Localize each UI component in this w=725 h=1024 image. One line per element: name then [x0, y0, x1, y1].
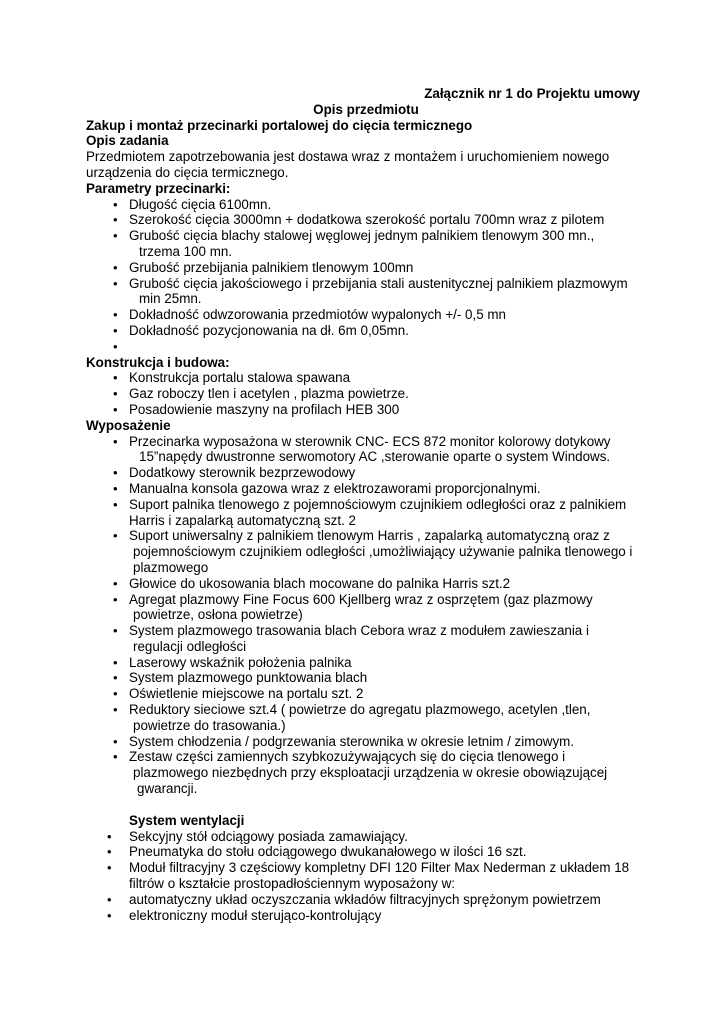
construction-list: [86, 370, 646, 417]
item-line: 15”napędy dwustronne serwomotory AC ,sterowanie oparte o system Windows.: [139, 449, 611, 465]
item-line: plazmowego niezbędnych przy eksploatacji urządzenia w okresie obowiązującej: [133, 765, 608, 781]
item-line: regulacji odległości: [133, 638, 247, 654]
item-line: Grubość cięcia jakościowego i przebijania stali austenitycznej palnikiem plazmowym: [129, 275, 628, 291]
item-line: powietrze do trasowania.): [133, 717, 286, 733]
task-heading: Opis zadania: [86, 133, 169, 149]
item-line: System chłodzenia / podgrzewania sterownika w okresie letnim / zimowym.: [129, 733, 575, 749]
item-line: Szerokość cięcia 3000mn + dodatkowa szerokość portalu 700mn wraz z pilotem: [129, 212, 605, 228]
equipment-list: [86, 434, 646, 797]
list-item: [86, 276, 646, 308]
document-page: [86, 86, 646, 923]
item-line: pojemnościowym czujnikiem odległości ,umożliwiający używanie palnika tlenowego i: [133, 544, 633, 560]
list-item: [86, 197, 646, 213]
ventilation-list: [86, 829, 646, 924]
list-item: [86, 323, 646, 339]
list-item: [86, 686, 646, 702]
item-line: gwarancji.: [137, 781, 198, 797]
item-line: Zestaw części zamiennych szybkozużywających się do cięcia tlenowego i: [129, 749, 566, 765]
item-line: Harris i zapalarką automatyczną szt. 2: [129, 512, 356, 528]
item-line: Sekcyjny stół odciągowy posiada zamawiający.: [129, 828, 408, 844]
item-line: filtrów o kształcie prostopadłościennym wyposażony w:: [129, 876, 455, 892]
item-line: Suport uniwersalny z palnikiem tlenowym Harris , zapalarką automatyczną oraz z: [129, 528, 610, 544]
item-line: elektroniczny moduł sterująco-kontrolujący: [129, 907, 382, 923]
item-line: plazmowego: [133, 559, 209, 575]
task-text-line: Przedmiotem zapotrzebowania jest dostawa wraz z montażem i uruchomieniem nowego: [86, 149, 610, 165]
item-line: Laserowy wskaźnik położenia palnika: [129, 654, 352, 670]
construction-heading: Konstrukcja i budowa:: [86, 354, 230, 370]
ventilation-heading: System wentylacji: [129, 812, 245, 828]
list-item: [86, 212, 646, 228]
item-line: min 25mn.: [139, 291, 202, 307]
list-item: [86, 260, 646, 276]
list-item: [86, 465, 646, 481]
item-line: Suport palnika tlenowego z pojemnościowym czujnikiem odległości oraz z palnikiem: [129, 496, 627, 512]
item-line: System plazmowego punktowania blach: [129, 670, 368, 686]
list-item: [86, 228, 646, 260]
params-list: [86, 197, 646, 355]
empty-list-item: [86, 339, 646, 355]
list-item: [86, 592, 646, 624]
item-line: Manualna konsola gazowa wraz z elektrozaworami proporcjonalnymi.: [129, 480, 541, 496]
list-item: [86, 623, 646, 655]
item-line: Agregat plazmowy Fine Focus 600 Kjellberg wraz z osprzętem (gaz plazmowy: [129, 591, 593, 607]
list-item: [86, 655, 646, 671]
list-item: [86, 749, 646, 796]
item-line: trzema 100 mn.: [139, 243, 233, 259]
item-line: Grubość cięcia blachy stalowej węglowej jednym palnikiem tlenowym 300 mn.,: [129, 228, 595, 244]
subject-heading: Zakup i montaż przecinarki portalowej do cięcia termicznego: [86, 117, 473, 133]
list-item: [86, 844, 646, 860]
item-line: Pneumatyka do stołu odciągowego dwukanałowego w ilości 16 szt.: [129, 844, 527, 860]
list-item: [86, 576, 646, 592]
list-item: [86, 702, 646, 734]
list-item: • Gaz roboczy tlen i acetylen , plazma powietrze.: [86, 386, 646, 402]
item-line: Oświetlenie miejscowe na portalu szt. 2: [129, 686, 364, 702]
list-item: • Konstrukcja portalu stalowa spawana: [86, 370, 646, 386]
item-line: Reduktory sieciowe szt.4 ( powietrze do agregatu plazmowego, acetylen ,tlen,: [129, 702, 591, 718]
list-item: [86, 434, 646, 466]
list-item: [86, 860, 646, 892]
equipment-heading: Wyposażenie: [86, 417, 171, 433]
item-line: powietrze, osłona powietrze): [133, 607, 303, 623]
list-item: [86, 734, 646, 750]
item-line: Dokładność pozycjonowania na dł. 6m 0,05mn.: [129, 322, 409, 338]
list-item: [86, 829, 646, 845]
list-item: [86, 497, 646, 529]
document-title: Opis przedmiotu: [313, 101, 419, 117]
item-line: Dokładność odwzorowania przedmiotów wypalonych +/- 0,5 mn: [129, 307, 506, 323]
params-heading: Parametry przecinarki:: [86, 180, 231, 196]
list-item: [86, 307, 646, 323]
list-item: [86, 670, 646, 686]
list-item: [86, 908, 646, 924]
item-line: Przecinarka wyposażona w sterownik CNC- ECS 872 monitor kolorowy dotykowy: [129, 433, 611, 449]
item-line: Głowice do ukosowania blach mocowane do palnika Harris szt.2: [129, 575, 511, 591]
list-item: [86, 528, 646, 575]
item-line: Dodatkowy sterownik bezprzewodowy: [129, 465, 356, 481]
item-line: Moduł filtracyjny 3 częściowy kompletny DFI 120 Filter Max Nederman z układem 18: [129, 860, 630, 876]
list-item: [86, 481, 646, 497]
item-line: Grubość przebijania palnikiem tlenowym 100mn: [129, 259, 414, 275]
item-line: System plazmowego trasowania blach Cebora wraz z modułem zawieszania i: [129, 623, 589, 639]
task-text-line: urządzenia do cięcia termicznego.: [86, 164, 289, 180]
item-line: Długość cięcia 6100mn.: [129, 196, 272, 212]
list-item: • Posadowienie maszyny na profilach HEB 300: [86, 402, 646, 418]
annex-heading: Załącznik nr 1 do Projektu umowy: [424, 86, 640, 101]
list-item: [86, 892, 646, 908]
item-line: automatyczny układ oczyszczania wkładów filtracyjnych sprężonym powietrzem: [129, 891, 601, 907]
